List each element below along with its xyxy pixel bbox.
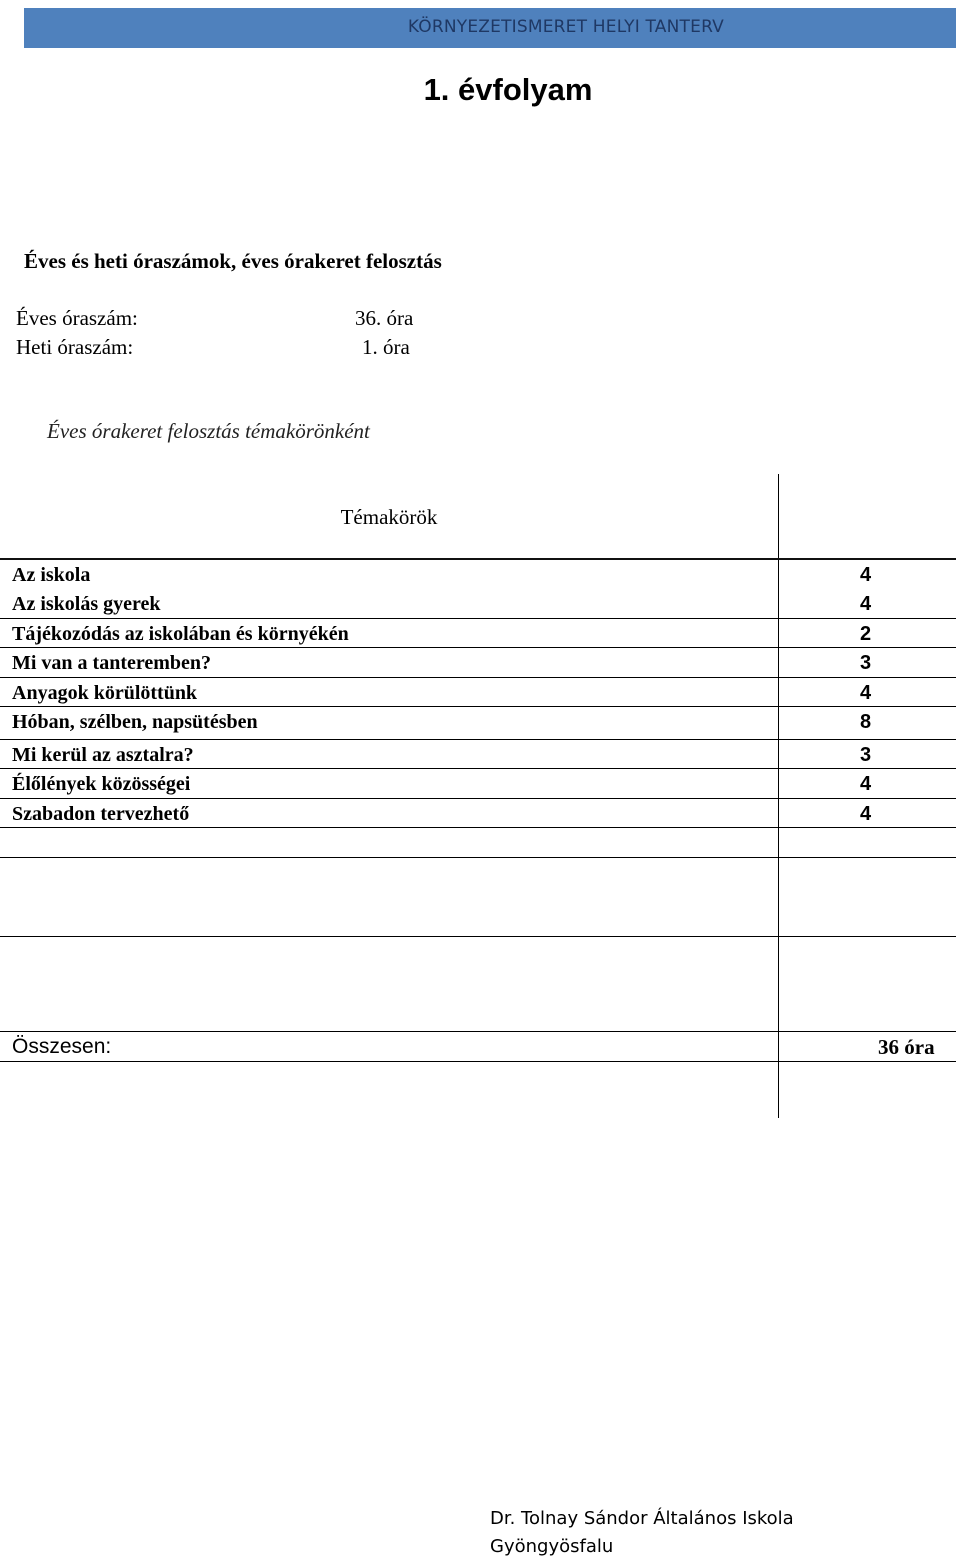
topic-name: Az iskolás gyerek (12, 593, 161, 615)
table-row (0, 650, 956, 679)
table-row (0, 591, 956, 620)
column-header-topics: Témakörök (340, 505, 438, 529)
table-rule (0, 1031, 956, 1032)
section-heading: Éves és heti óraszámok, éves órakeret felosztás (24, 249, 442, 273)
topic-name: Hóban, szélben, napsütésben (12, 711, 258, 733)
table-row (0, 621, 956, 650)
table-row (0, 562, 956, 591)
topic-name: Szabadon tervezhető (12, 803, 190, 825)
topic-hours: 8 (860, 711, 872, 733)
topic-name: Mi van a tanteremben? (12, 652, 212, 674)
topic-hours: 2 (860, 623, 872, 645)
total-label: Összesen: (12, 1035, 112, 1058)
topic-name: Az iskola (12, 564, 91, 586)
table-rule (0, 558, 956, 560)
distribution-heading: Éves órakeret felosztás témakörönként (47, 419, 370, 443)
table-row (0, 680, 956, 709)
topic-name: Tájékozódás az iskolában és környékén (12, 623, 349, 645)
column-divider (778, 859, 779, 1118)
topic-name: Mi kerül az asztalra? (12, 744, 194, 766)
table-rule (0, 857, 956, 858)
annual-hours-label: Éves óraszám: (16, 306, 138, 330)
topic-hours: 3 (860, 744, 872, 766)
total-value: 36 óra (878, 1035, 935, 1059)
table-row (0, 742, 956, 771)
topic-hours: 4 (860, 803, 872, 825)
topic-name: Anyagok körülöttünk (12, 682, 198, 704)
topic-hours: 4 (860, 682, 872, 704)
grade-title: 1. évfolyam (423, 72, 593, 107)
table-rule (0, 1061, 956, 1062)
topic-name: Élőlények közösségei (12, 773, 191, 795)
table-row (0, 709, 956, 738)
table-rule (0, 936, 956, 937)
topic-hours: 4 (860, 773, 872, 795)
topic-hours: 3 (860, 652, 872, 674)
topic-hours: 4 (860, 593, 872, 615)
table-row (0, 771, 956, 800)
weekly-hours-label: Heti óraszám: (16, 335, 134, 359)
table-row (0, 801, 956, 830)
document-header-title: KÖRNYEZETISMERET HELYI TANTERV (407, 17, 724, 37)
table-rule (0, 739, 956, 740)
weekly-hours-value: 1. óra (362, 335, 410, 359)
annual-hours-value: 36. óra (355, 306, 414, 330)
topic-hours: 4 (860, 564, 872, 586)
